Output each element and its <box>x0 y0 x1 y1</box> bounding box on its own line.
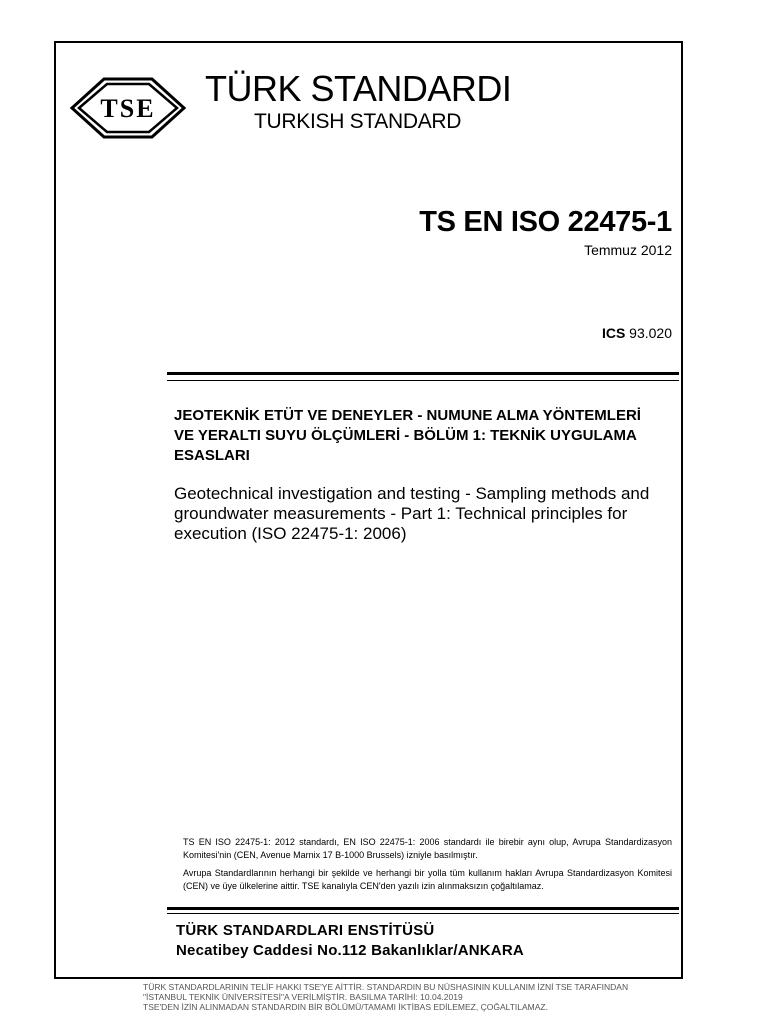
footer-line-2: "İSTANBUL TEKNİK ÜNİVERSİTESİ"A VERİLMİŞTİR. BASILMA TARİHİ: 10.04.2019 <box>143 992 463 1002</box>
footer-line-1: TÜRK STANDARDLARININ TELİF HAKKI TSE'YE AİTTİR. STANDARDIN BU NÜSHASININ KULLANIM İZNİ TSE TARAFINDAN <box>143 982 629 992</box>
divider-bottom-thin <box>167 913 679 914</box>
divider-top-thin <box>167 380 679 381</box>
copyright-note: Avrupa Standardlarının herhangi bir şekilde ve herhangi bir yolla tüm kullanım hakları Avrupa Standardizasyon Komitesi (CEN) ve üye ülkelerine aittir. TSE kanalıyla CEN'den yazılı izin alınmaksızın çoğaltılamaz. <box>183 868 672 891</box>
standard-code: TS EN ISO 22475-1 <box>419 206 672 238</box>
divider-top-thick <box>167 372 679 375</box>
document-title-turkish: JEOTEKNİK ETÜT VE DENEYLER - NUMUNE ALMA YÖNTEMLERİ VE YERALTI SUYU ÖLÇÜMLERİ - BÖLÜM 1: TEKNİK UYGULAMA ESASLARI <box>174 407 641 464</box>
ics-label: ICS <box>601 325 626 341</box>
standard-date: Temmuz 2012 <box>584 242 672 258</box>
title-turkish-standard: TÜRK STANDARDI <box>205 68 512 109</box>
ics-code <box>602 325 672 341</box>
logo-text: TSE <box>100 94 156 123</box>
ics-value: 93.020 <box>629 325 672 341</box>
license-footer <box>143 982 703 1012</box>
divider-bottom-thick <box>167 907 679 910</box>
organization-address: Necatibey Caddesi No.112 Bakanlıklar/ANKARA <box>176 942 524 959</box>
publication-note: TS EN ISO 22475-1: 2012 standardı, EN ISO 22475-1: 2006 standardı ile birebir aynı olup, Avrupa Standardizasyon Komitesi'nin (CEN, Avenue Marnix 17 B-1000 Brussels) izniyle basılmıştır. <box>183 837 672 860</box>
tse-logo <box>68 76 188 140</box>
title-turkish-standard-en: TURKISH STANDARD <box>254 110 462 133</box>
footer-line-3: TSE'DEN İZİN ALINMADAN STANDARDIN BİR BÖLÜMÜ/TAMAMI İKTİBAS EDİLEMEZ, ÇOĞALTILAMAZ. <box>143 1002 548 1012</box>
document-title-english: Geotechnical investigation and testing - Sampling methods and groundwater measurements - Part 1: Technical principles for execution (ISO 22475-1: 2006) <box>174 484 650 543</box>
organization-name: TÜRK STANDARDLARI ENSTİTÜSÜ <box>176 922 435 939</box>
